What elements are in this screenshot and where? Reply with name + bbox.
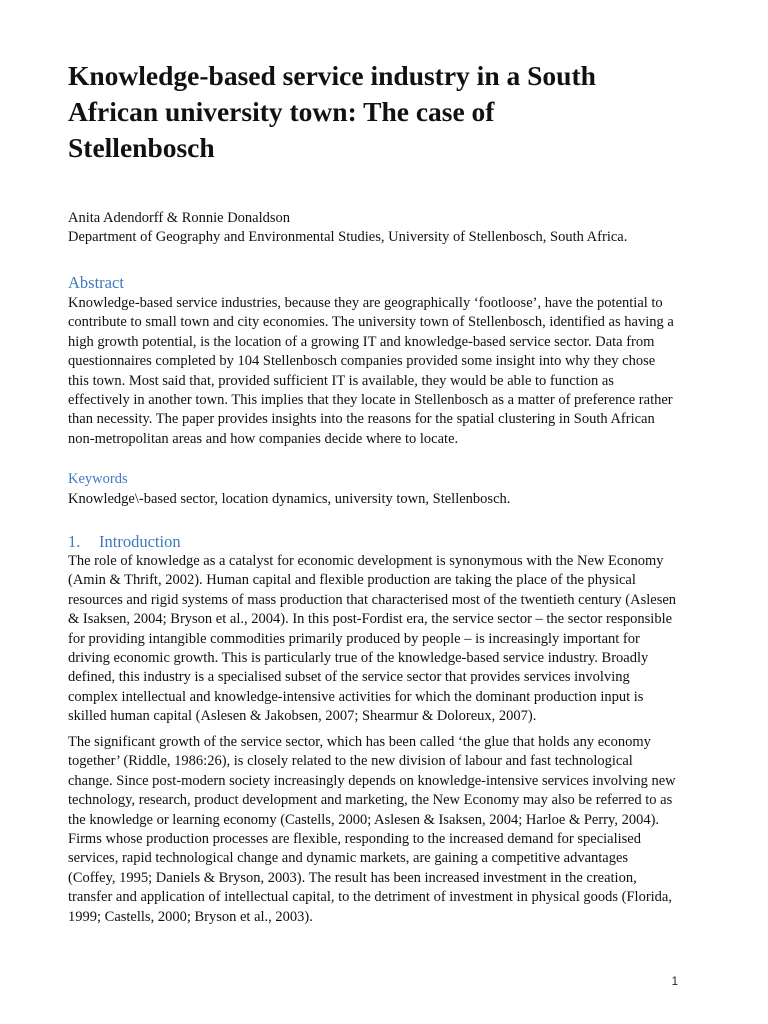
- section-number: 1.: [68, 532, 81, 551]
- abstract-heading: Abstract: [68, 273, 124, 292]
- abstract-line: Knowledge-based service industries, because they are geographically ‘footloose’, have the potential to: [68, 295, 663, 311]
- keywords-heading: Keywords: [68, 471, 128, 487]
- abstract-line: effectively in another town. This implies that they locate in Stellenbosch as a matter of preference rather: [68, 392, 673, 409]
- paragraph-line: The significant growth of the service sector, which has been called ‘the glue that holds any economy: [68, 734, 651, 750]
- author-affiliation: Department of Geography and Environmental Studies, University of Stellenbosch, South Africa.: [68, 229, 628, 245]
- paragraph-line: skilled human capital (Aslesen & Jakobsen, 2007; Shearmur & Doloreux, 2007).: [68, 708, 537, 725]
- paragraph-line: The role of knowledge as a catalyst for economic development is synonymous with the New Economy: [68, 553, 664, 569]
- abstract-body: [68, 294, 708, 449]
- paragraph-line: Firms whose production processes are flexible, responding to the increased demand for specialised: [68, 831, 641, 848]
- paragraph-line: driving economic growth. This is particularly true of the knowledge-based service industry. Broadly: [68, 650, 649, 667]
- keywords-list: Knowledge\-based sector, location dynamics, university town, Stellenbosch.: [68, 491, 511, 507]
- paragraph-line: change. Since post-modern society increasingly depends on knowledge-intensive services involving new: [68, 772, 676, 789]
- abstract-line: than necessity. The paper provides insights into the reasons for the spatial clustering in South African: [68, 411, 655, 428]
- abstract-line: non-metropolitan areas and how companies decide where to locate.: [68, 430, 459, 447]
- paragraph-line: complex intellectual and knowledge-intensive activities for which the dominant production input is: [68, 688, 644, 705]
- paragraph-line: the knowledge or learning economy (Castells, 2000; Aslesen & Isaksen, 2004; Harloe & Perry, 2004).: [68, 811, 660, 828]
- paragraph-line: for providing intangible commodities primarily produced by people – is increasingly important for: [68, 630, 640, 647]
- paragraph-line: (Coffey, 1995; Daniels & Bryson, 2003). The result has been increased investment in the creation,: [68, 869, 637, 886]
- page-number: 1: [671, 976, 678, 988]
- title-line: Knowledge-based service industry in a South: [68, 60, 596, 91]
- paragraph-line: 1999; Castells, 2000; Bryson et al., 2003).: [68, 908, 313, 925]
- paragraph-line: technology, research, product development and marketing, the New Economy may also be referred to as: [68, 792, 673, 809]
- paragraph-line: resources and rigid systems of mass production that characterised most of the twentieth century (Aslesen: [68, 591, 677, 608]
- paper-title: [68, 58, 708, 166]
- paragraph-line: defined, this industry is a specialised subset of the service sector that provides services involving: [68, 669, 630, 686]
- introduction-paragraph-2: [68, 733, 708, 927]
- paragraph-line: together’ (Riddle, 1986:26), is closely related to the new division of labour and fast technological: [68, 753, 633, 770]
- paragraph-line: transfer and application of intellectual capital, to the detriment of investment in physical goods (Florida,: [68, 889, 672, 906]
- author-block: [68, 209, 708, 247]
- section-title: Introduction: [99, 532, 181, 551]
- introduction-paragraph-1: [68, 552, 708, 727]
- abstract-line: questionnaires completed by 104 Stellenbosch companies provided some insight into why they chose: [68, 353, 656, 370]
- paragraph-line: & Isaksen, 2004; Bryson et al., 2004). In this post-Fordist era, the service sector – the sector responsible: [68, 611, 673, 628]
- author-names: Anita Adendorff & Ronnie Donaldson: [68, 210, 291, 226]
- paragraph-line: (Amin & Thrift, 2002). Human capital and flexible production are taking the place of the physical: [68, 572, 636, 589]
- title-line: Stellenbosch: [68, 132, 215, 163]
- abstract-line: this town. Most said that, provided sufficient IT is available, they would be able to function as: [68, 372, 614, 389]
- title-line: African university town: The case of: [68, 96, 495, 127]
- section-heading-introduction: [68, 531, 181, 553]
- abstract-line: high growth potential, is the location of a growing IT and knowledge-based service sector. Data from: [68, 333, 655, 350]
- abstract-line: contribute to small town and city economies. The university town of Stellenbosch, identified as having a: [68, 314, 674, 331]
- paragraph-line: services, rapid technological change and dynamic markets, are gaining a competitive advantages: [68, 850, 629, 867]
